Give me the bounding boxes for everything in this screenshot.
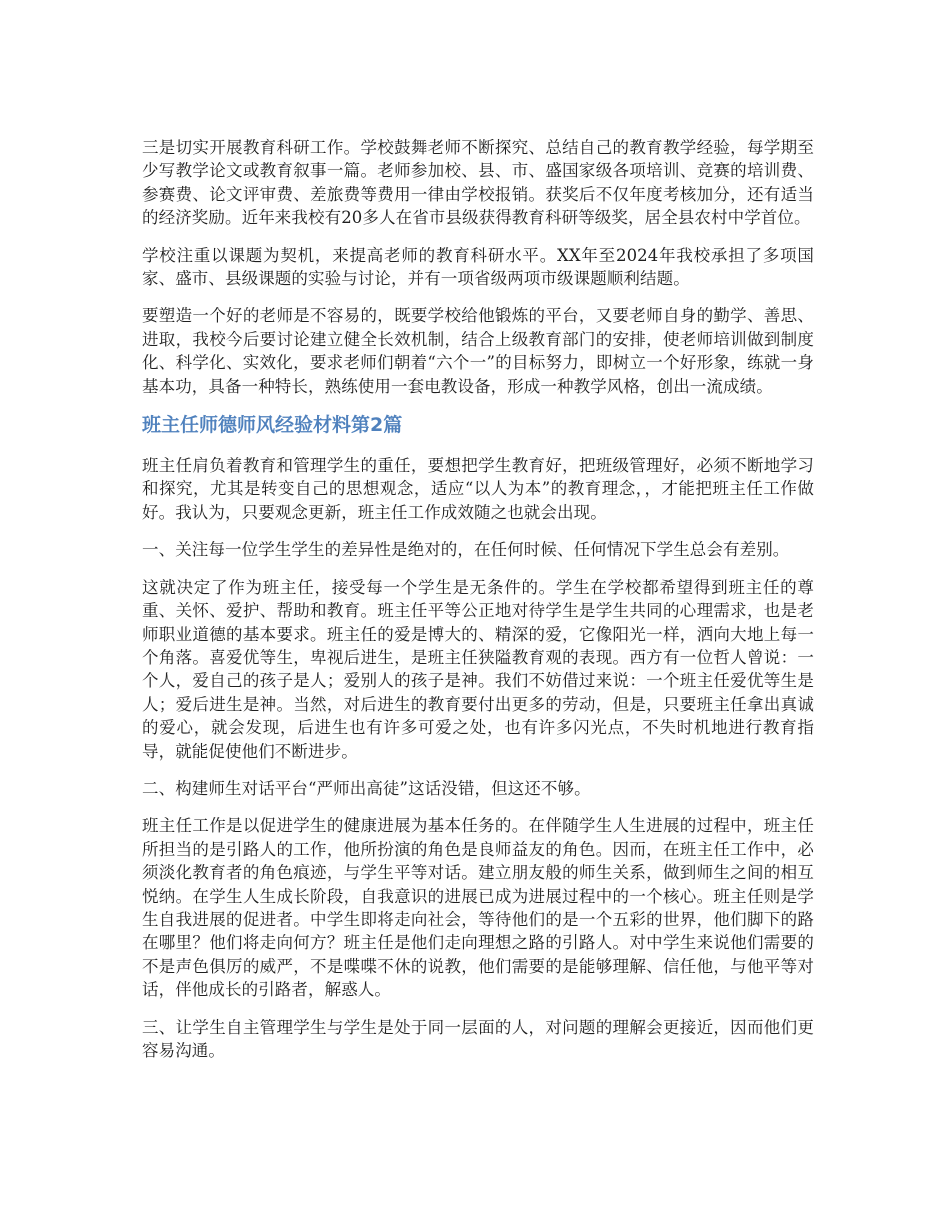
- document-page: [142, 136, 814, 1076]
- paragraph: 二、构建师生对话平台“严师出高徒”这话没错，但这还不够。: [142, 778, 591, 798]
- paragraph: 一、关注每一位学生学生的差异性是绝对的，在任何时候、任何情况下学生总会有差别。: [142, 540, 790, 560]
- paragraph: 三、让学生自主管理学生与学生是处于同一层面的人，对问题的理解会更接近，因而他们更容易沟通。: [142, 1017, 814, 1060]
- paragraph: 学校注重以课题为契机，来提高老师的教育科研水平。XX年至2024年我校承担了多项国家、盛市、县级课题的实验与讨论，并有一项省级两项市级课题顺利结题。: [142, 245, 814, 289]
- paragraph: 三是切实开展教育科研工作。学校鼓舞老师不断探究、总结自己的教育教学经验，每学期至少写教学论文或教育叙事一篇。老师参加校、县、市、盛国家级各项培训、竞赛的培训费、参赛费、论文评审费、差旅费等费用一律由学校报销。获奖后不仅年度考核加分，还有适当的经济奖励。近年来我校有20多人在省市县级获得教育科研等级奖，居全县农村中学首位。: [142, 138, 814, 228]
- paragraph: 班主任工作是以促进学生的健康进展为基本任务的。在伴随学生人生进展的过程中，班主任所担当的是引路人的工作，他所扮演的角色是良师益友的角色。因而，在班主任工作中，必须淡化教育者的角色痕迹，与学生平等对话。建立朋友般的师生关系，做到师生之间的相互悦纳。在学生人生成长阶段，自我意识的进展已成为进展过程中的一个核心。班主任则是学生自我进展的促进者。中学生即将走向社会，等待他们的是一个五彩的世界，他们脚下的路在哪里？他们将走向何方？班主任是他们走向理想之路的引路人。对中学生来说他们需要的不是声色俱厉的威严，不是喋喋不休的说教，他们需要的是能够理解、信任他，与他平等对话，伴他成长的引路者，解惑人。: [142, 816, 814, 1000]
- paragraph: 班主任肩负着教育和管理学生的重任，要想把学生教育好，把班级管理好，必须不断地学习和探究，尤其是转变自己的思想观念，适应“以人为本”的教育理念，，才能把班主任工作做好。我认为，只要观念更新，班主任工作成效随之也就会出现。: [142, 456, 814, 522]
- paragraph: 要塑造一个好的老师是不容易的，既要学校给他锻炼的平台，又要老师自身的勤学、善思、进取，我校今后要讨论建立健全长效机制，结合上级教育部门的安排，使老师培训做到制度化、科学化、实效化，要求老师们朝着“六个一”的目标努力，即树立一个好形象，练就一身基本功，具备一种特长，熟练使用一套电教设备，形成一种教学风格，创出一流成绩。: [142, 306, 814, 396]
- paragraph: 这就决定了作为班主任，接受每一个学生是无条件的。学生在学校都希望得到班主任的尊重、关怀、爱护、帮助和教育。班主任平等公正地对待学生是学生共同的心理需求，也是老师职业道德的基本要求。班主任的爱是博大的、精深的爱，它像阳光一样，洒向大地上每一个角落。喜爱优等生，卑视后进生，是班主任狭隘教育观的表现。西方有一位哲人曾说：一个人，爱自己的孩子是人；爱别人的孩子是神。我们不妨借过来说：一个班主任爱优等生是人；爱后进生是神。当然，对后进生的教育要付出更多的劳动，但是，只要班主任拿出真诚的爱心，就会发现，后进生也有许多可爱之处，也有许多闪光点，不失时机地进行教育指导，就能促使他们不断进步。: [142, 577, 814, 761]
- section-heading: 班主任师德师风经验材料第2篇: [142, 414, 403, 437]
